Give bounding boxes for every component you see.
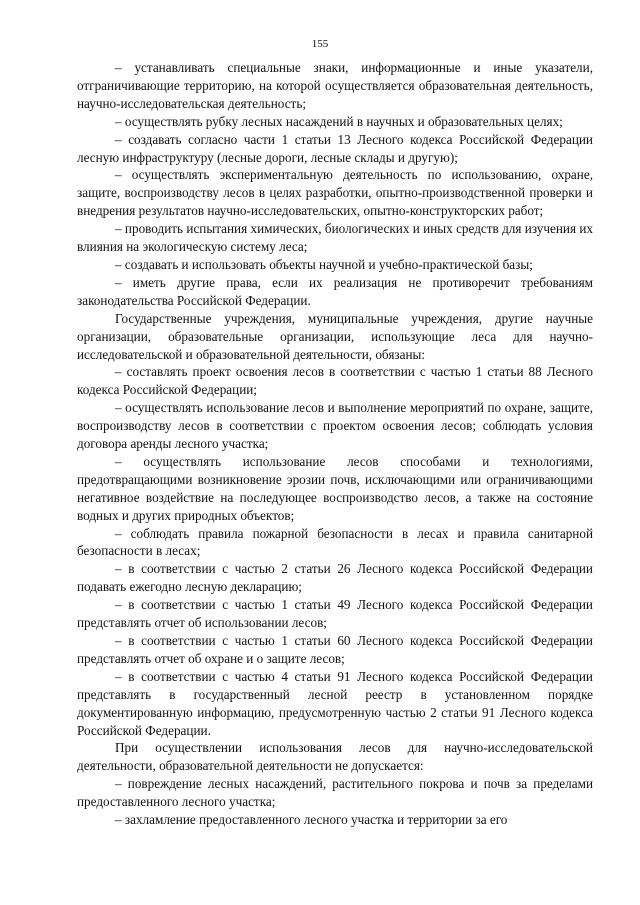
paragraph: – повреждение лесных насаждений, растительного покрова и почв за пределами предоставленного лесного участка; — [77, 776, 593, 810]
paragraph: – соблюдать правила пожарной безопасности в лесах и правила санитарной безопасности в лесах; — [77, 525, 593, 559]
paragraph: – в соответствии с частью 4 статьи 91 Лесного кодекса Российской Федерации представлять в государственный лесной реестр в установленном порядке документированную информацию, предусмотренную частью 2 статьи 91 Лесного кодекса Российской Федерации. — [77, 668, 593, 738]
paragraph: Государственные учреждения, муниципальные учреждения, другие научные организации, образовательные организации, использующие леса для научно-исследовательской и образовательной деятельности, обязаны: — [77, 310, 593, 362]
paragraph: – иметь другие права, если их реализация не противоречит требованиям законодательства Российской Федерации. — [77, 274, 593, 308]
paragraph: – в соответствии с частью 1 статьи 49 Лесного кодекса Российской Федерации представлять отчет об использовании лесов; — [77, 597, 593, 631]
paragraph: – в соответствии с частью 2 статьи 26 Лесного кодекса Российской Федерации подавать ежегодно лесную декларацию; — [77, 561, 593, 595]
paragraph: – составлять проект освоения лесов в соответствии с частью 1 статьи 88 Лесного кодекса Российской Федерации; — [77, 364, 593, 398]
paragraph: При осуществлении использования лесов для научно-исследовательской деятельности, образовательной деятельности не допускается: — [77, 740, 593, 774]
paragraph: – захламление предоставленного лесного участка и территории за его — [115, 812, 508, 828]
paragraph: – осуществлять использование лесов и выполнение мероприятий по охране, защите, воспроизводству лесов в соответствии с проектом освоения лесов; соблюдать условия договора аренды лесного участка; — [77, 400, 593, 452]
paragraph: – создавать согласно части 1 статьи 13 Лесного кодекса Российской Федерации лесную инфраструктуру (лесные дороги, лесные склады и другую); — [77, 131, 593, 165]
paragraph: – осуществлять экспериментальную деятельность по использованию, охране, защите, воспроизводству лесов в целях разработки, опытно-производственной проверки и внедрения результатов научно-исследовательских, опытно-конструкторских работ; — [77, 167, 593, 219]
paragraph: – устанавливать специальные знаки, информационные и иные указатели, отграничивающие территорию, на которой осуществляется образовательная деятельность, научно-исследовательская деятельность; — [77, 60, 593, 111]
paragraph: – осуществлять рубку лесных насаждений в научных и образовательных целях; — [115, 113, 563, 129]
paragraph: – проводить испытания химических, биологических и иных средств для изучения их влияния на экологическую систему леса; — [77, 221, 593, 255]
document-body — [77, 59, 593, 829]
page-number: 155 — [311, 38, 329, 50]
paragraph: – создавать и использовать объекты научной и учебно-практической базы; — [115, 256, 533, 272]
paragraph: – осуществлять использование лесов способами и технологиями, предотвращающими возникновение эрозии почв, исключающими или ограничивающими негативное воздействие на последующее воспроизводство лесов, а также на состояние водных и других природных объектов; — [77, 453, 593, 523]
paragraph: – в соответствии с частью 1 статьи 60 Лесного кодекса Российской Федерации представлять отчет об охране и о защите лесов; — [77, 633, 593, 666]
